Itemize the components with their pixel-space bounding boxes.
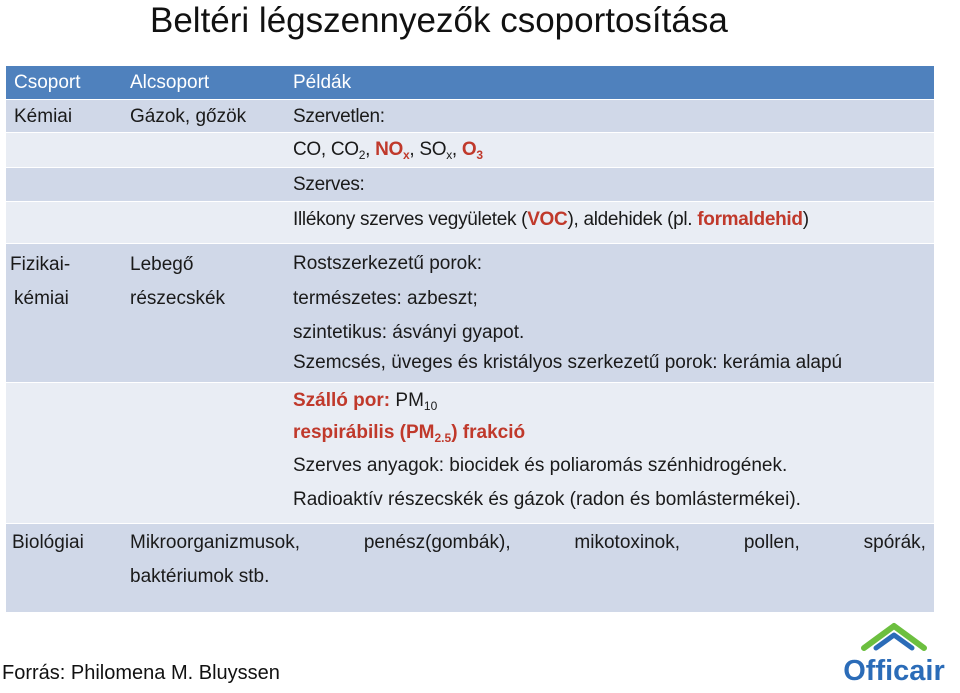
natural-fibers: természetes: azbeszt;: [293, 288, 478, 309]
table-row: [6, 243, 934, 278]
fibers-label: Rostszerkezetű porok:: [293, 253, 483, 274]
biological-examples-line1: [130, 526, 926, 559]
logo-wordmark: Officair: [843, 655, 945, 687]
organic-label: Szerves:: [293, 174, 365, 195]
bio-word: penész(gombák),: [363, 532, 511, 553]
bio-word: mikotoxinok,: [574, 532, 681, 553]
organic-particles: Szerves anyagok: biocidek és poliaromás szénhidrogének.: [293, 455, 788, 476]
granular-dust: Szemcsés, üveges és kristályos szerkezetű porok: kerámia alapú: [293, 352, 843, 373]
table-row: [6, 417, 934, 449]
table-row: [6, 483, 934, 523]
officair-logo: [832, 618, 956, 690]
table-row: [6, 201, 934, 243]
group-biological: Biológiai: [12, 532, 84, 553]
subgroup-particles-2: részecskék: [130, 288, 226, 309]
voc-line: Illékony szerves vegyületek (VOC), aldehidek (pl. formaldehid): [293, 209, 809, 230]
pm10-line: Szálló por: $PM_{10}$: [293, 390, 438, 413]
group-chemical: Kémiai: [14, 106, 73, 127]
table-row: [6, 167, 934, 201]
header-examples: Példák: [293, 72, 352, 93]
table-row: [6, 132, 934, 167]
group-physical-2: kémiai: [14, 288, 69, 309]
table-row: [6, 449, 934, 483]
inorganic-label: Szervetlen:: [293, 106, 385, 127]
table-row: [6, 382, 934, 417]
bio-word: pollen,: [743, 532, 800, 553]
subgroup-particles-1: Lebegő: [130, 254, 194, 275]
group-physical-1: Fizikai-: [10, 254, 71, 275]
table-row: [6, 523, 934, 612]
table-header: [6, 66, 934, 99]
inorganic-gases: CO, $CO_2$, $NO_x$, $SO_x$, $O_3$: [293, 139, 483, 162]
synthetic-fibers: szintetikus: ásványi gyapot.: [293, 322, 525, 343]
table-row: [6, 99, 934, 132]
page-title: Beltéri légszennyezők csoportosítása: [150, 1, 728, 40]
header-subgroup: Alcsoport: [130, 72, 210, 93]
subgroup-gases: Gázok, gőzök: [130, 106, 247, 127]
bio-word: spórák,: [863, 532, 926, 553]
header-group: Csoport: [14, 72, 81, 93]
logo-house-icon: [864, 626, 924, 648]
radioactive-particles: Radioaktív részecskék és gázok (radon és bomlástermékei).: [293, 489, 801, 510]
biological-examples-line2: baktériumok stb.: [130, 566, 270, 587]
source-citation: Forrás: Philomena M. Bluyssen: [2, 662, 280, 684]
table-row: [6, 312, 934, 346]
table-row: [6, 278, 934, 312]
pm25-line: respirábilis $(PM_{2.5})$ frakció: [293, 422, 526, 445]
bio-word: Mikroorganizmusok,: [130, 532, 300, 553]
table-row: [6, 346, 934, 382]
pollutant-table: [6, 66, 934, 612]
